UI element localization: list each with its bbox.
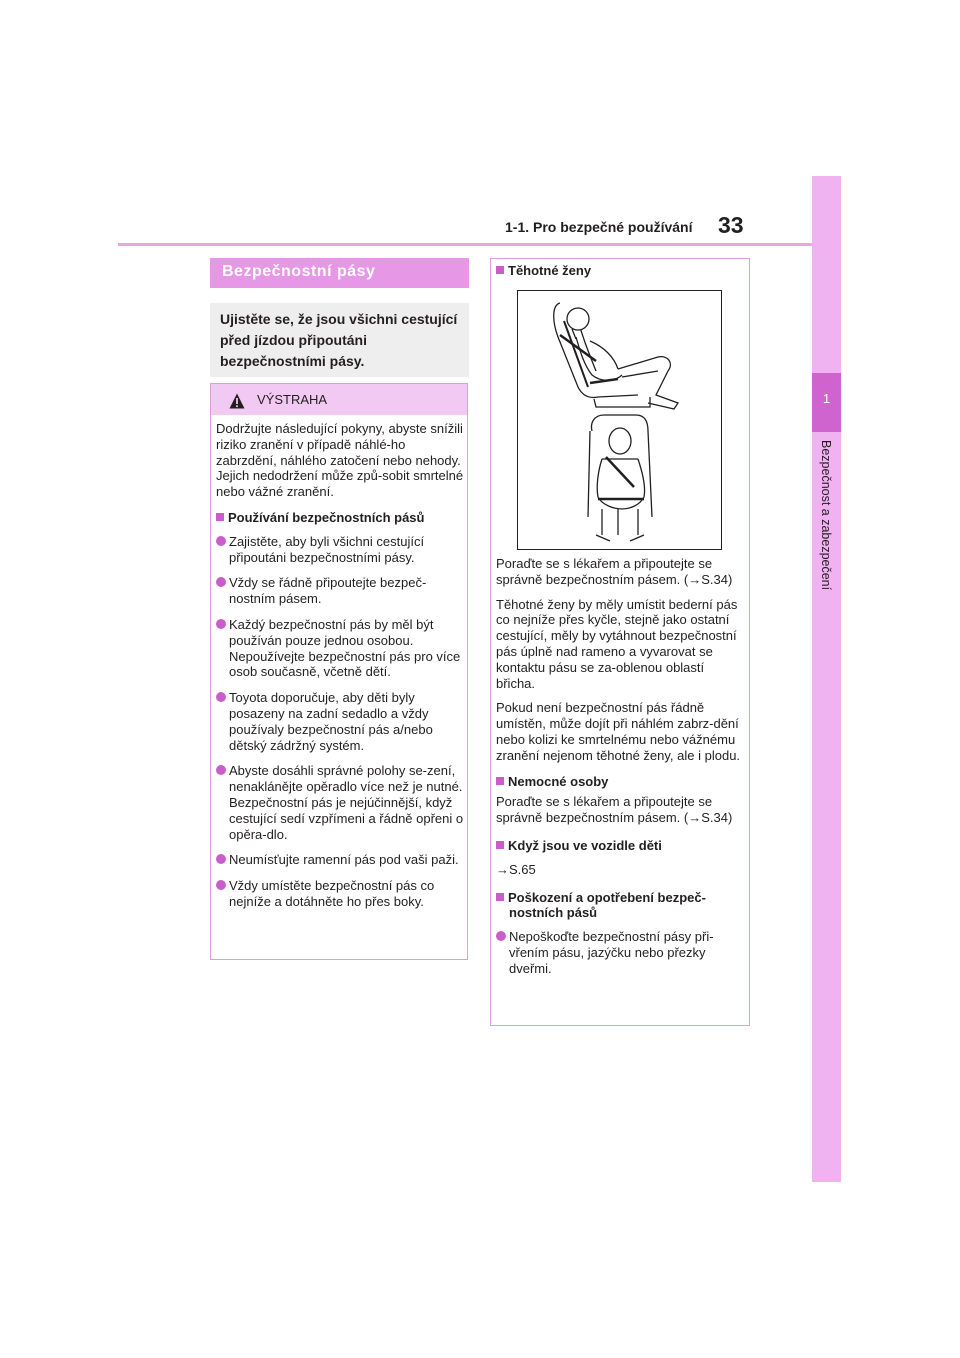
warning-header (211, 384, 467, 415)
square-bullet-icon (496, 841, 504, 849)
ill-text: Poraďte se s lékařem a připoutejte se správně bezpečnostním pásem. (→S.34) (496, 794, 733, 826)
square-bullet-icon (216, 513, 224, 521)
pregnant-text-2: Těhotné ženy by měly umístit bederní pás co nejníže přes kyčle, stejně jako ostatní cestující, měly by vytáhnout bezpečnostní pás úplně nad rameno a vyvarovat se kontaktu pásu se za-oblenou oblastí břicha. (496, 596, 738, 691)
dot-bullet-icon (496, 931, 506, 941)
pregnant-text-1: Poraďte se s lékařem a připoutejte se správně bezpečnostním pásem. (→S.34) (496, 556, 733, 587)
warning-content (216, 421, 464, 920)
warning-label: VÝSTRAHA (257, 392, 328, 407)
dot-bullet-icon (216, 692, 226, 702)
intro-box (210, 303, 469, 377)
running-header: 1-1. Pro bezpečné používání (505, 219, 693, 235)
list-item: Vždy se řádně připoutejte bezpeč-nostním pásem. (216, 575, 464, 607)
warning-heading: Používání bezpečnostních pásů (216, 510, 464, 526)
right-content (496, 556, 744, 987)
children-heading: Když jsou ve vozidle děti (496, 838, 744, 854)
chapter-number: 1 (822, 391, 831, 406)
square-bullet-icon (496, 777, 504, 785)
list-item: Nepoškoďte bezpečnostní pásy při-vřením pásu, jazýčku nebo přezky dveřmi. (496, 929, 744, 976)
dot-bullet-icon (216, 619, 226, 629)
ill-heading: Nemocné osoby (496, 774, 744, 790)
section-title: Bezpečnostní pásy (222, 263, 376, 280)
dot-bullet-icon (216, 854, 226, 864)
intro-text: Ujistěte se, že jsou všichni cestující před jízdou připoutáni bezpečnostními pásy. (220, 311, 458, 369)
pregnant-heading: Těhotné ženy (496, 263, 744, 279)
page-number: 33 (718, 212, 744, 238)
dot-bullet-icon (216, 536, 226, 546)
seatbelt-pregnant-illustration (517, 290, 722, 550)
pregnant-text-3: Pokud není bezpečnostní pás řádně umístěn, může dojít při náhlém zabrz-dění nebo kolizi ke smrtelnému nebo vážnému zranění nejenom těhotné ženy, ale i plodu. (496, 700, 741, 763)
dot-bullet-icon (216, 577, 226, 587)
chapter-title: Bezpečnost a zabezpečení (819, 440, 833, 591)
warning-icon (229, 393, 245, 409)
header-rule (118, 243, 812, 246)
list-item: Toyota doporučuje, aby děti byly posazeny na zadní sedadlo a vždy používaly bezpečnostní pás a/nebo dětský zádržný systém. (216, 690, 464, 753)
dot-bullet-icon (216, 880, 226, 890)
section-title-bar (210, 258, 469, 288)
list-item: Abyste dosáhli správné polohy se-zení, nenaklánějte opěradlo více než je nutné. Bezpečnostní pás je nejúčinnější, když cestující sedí vzpřímeni a řádně opřeni o opěra-dlo. (216, 763, 464, 842)
square-bullet-icon (496, 893, 504, 901)
pregnant-woman-illustration (518, 291, 721, 549)
damage-heading: Poškození a opotřebení bezpeč-nostních pásů (496, 890, 744, 922)
list-item: Vždy umístěte bezpečnostní pás co nejníže a dotáhněte ho přes boky. (216, 878, 464, 910)
children-ref-link[interactable]: →S.65 (496, 861, 536, 877)
list-item: Neumísťujte ramenní pás pod vaši paži. (216, 852, 464, 868)
dot-bullet-icon (216, 765, 226, 775)
warning-text: Dodržujte následující pokyny, abyste snížili riziko zranění v případě náhlé-ho zabrzdění, náhlého zatočení nebo nehody. Jejich nedodržení může způ-sobit smrtelné nebo vážné zranění. (216, 421, 464, 500)
chapter-tab[interactable] (812, 373, 841, 432)
list-item: Každý bezpečnostní pás by měl být používán pouze jednou osobou. Nepoužívejte bezpečnostní pás pro více osob současně, včetně dětí. (216, 617, 464, 680)
chapter-sidebar (812, 176, 841, 1182)
list-item: Zajistěte, aby byli všichni cestující připoutáni bezpečnostními pásy. (216, 534, 464, 566)
square-bullet-icon (496, 266, 504, 274)
